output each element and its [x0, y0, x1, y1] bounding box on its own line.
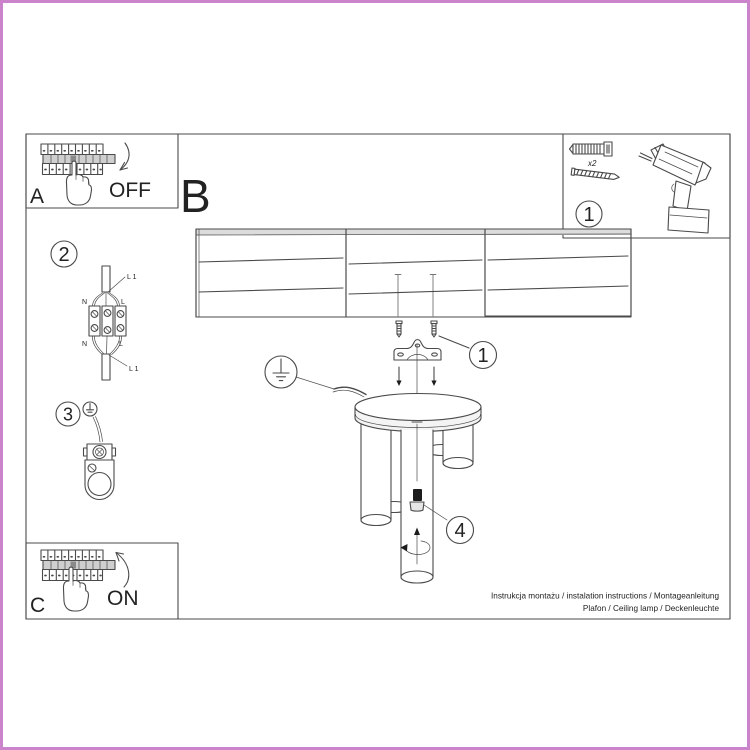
callout-number-earth: 3: [62, 404, 74, 425]
earth-symbol-small-icon: [83, 402, 97, 416]
earth-symbol-icon: [265, 356, 297, 388]
switch-off-label: OFF: [109, 179, 151, 202]
arrow-down-icon: [120, 143, 129, 170]
callout-number-bracket: 1: [477, 345, 489, 367]
instruction-diagram: [3, 3, 750, 750]
step-b-label: B: [180, 170, 211, 222]
step-a-label: A: [30, 185, 45, 208]
drill-icon: [639, 144, 711, 233]
supply-cable: [333, 387, 366, 397]
anchor-qty-label: x2: [588, 159, 597, 168]
callout-leader: [439, 336, 469, 348]
wire-label-l-bottom: L: [119, 341, 123, 348]
callout-number-wiring: 2: [58, 244, 70, 266]
breaker-panel-icon: [41, 550, 115, 581]
arrow-down-icon: [431, 367, 436, 386]
cable-top: [102, 266, 110, 292]
footer-line-2: Plafon / Ceiling lamp / Deckenleuchte: [582, 604, 719, 613]
terminal-block: [89, 306, 126, 336]
main-frame: [26, 134, 730, 619]
callout-number-tools: 1: [583, 204, 595, 226]
step-a: [30, 143, 151, 208]
mounting-screw-icon: [396, 321, 402, 337]
wire-label-l1-top: L 1: [127, 274, 137, 281]
wall-plug-icon: [570, 142, 613, 156]
mounting-screw-icon: [431, 321, 437, 337]
callout-number-grub-screw: 4: [454, 520, 466, 542]
switch-on-label: ON: [107, 587, 139, 610]
arrow-up-icon: [116, 553, 129, 588]
label-leader: [109, 355, 127, 366]
arrow-down-icon: [396, 367, 401, 386]
wire-label-l1-bottom: L 1: [129, 366, 139, 373]
ceiling-lamp: [355, 394, 481, 584]
wire-label-n-bottom: N: [82, 341, 88, 348]
mounting-bracket-icon: [394, 340, 441, 360]
canopy: [355, 394, 481, 432]
earth-clamp-icon: [84, 444, 116, 500]
cable-bottom: [102, 354, 110, 380]
footer-line-1: Instrukcja montażu / instalation instructions / Montageanleitung: [490, 591, 719, 601]
earth-leader: [296, 377, 334, 389]
screw-icon: [571, 168, 619, 181]
tools: [570, 142, 712, 233]
wire-label-l-top: L: [121, 299, 125, 306]
breaker-panel-icon: [41, 144, 115, 175]
earth-clamp-diagram: [56, 402, 116, 500]
step-c: [30, 550, 139, 617]
wire-label-n-top: N: [82, 299, 88, 306]
wiring-diagram: [51, 241, 139, 380]
label-leader: [108, 277, 125, 292]
ceiling-planks: [196, 229, 631, 317]
step-c-label: C: [30, 594, 46, 617]
